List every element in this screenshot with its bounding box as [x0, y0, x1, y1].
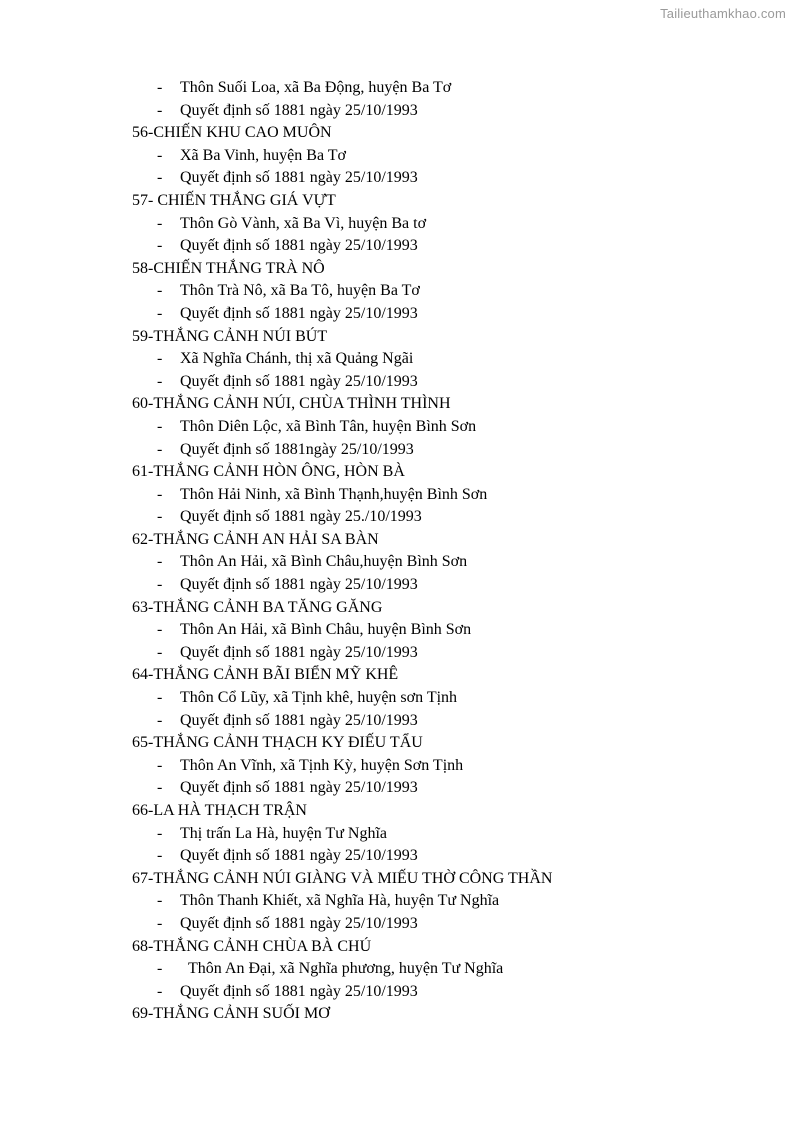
list-item-text: Quyết định số 1881 ngày 25/10/1993 [180, 914, 418, 932]
section-heading: 61-THẮNG CẢNH HÒN ÔNG, HÒN BÀ [132, 463, 405, 481]
bullet-dash: - [157, 237, 163, 255]
section-heading: 64-THẮNG CẢNH BÃI BIỂN MỸ KHÊ [132, 666, 399, 684]
bullet-dash: - [157, 440, 163, 458]
list-item [0, 845, 794, 868]
list-item-text: Thôn Gò Vành, xã Ba Vì, huyện Ba tơ [180, 214, 427, 232]
section-heading: 65-THẮNG CẢNH THẠCH KY ĐIẾU TẨU [132, 734, 423, 752]
list-item-text: Thôn Hải Ninh, xã Bình Thạnh,huyện Bình Sơn [180, 485, 488, 503]
list-item-text: Quyết định số 1881 ngày 25/10/1993 [180, 304, 418, 322]
list-item [0, 574, 794, 597]
list-item [0, 303, 794, 326]
list-item [0, 484, 794, 507]
bullet-dash: - [157, 350, 163, 368]
list-item [0, 439, 794, 462]
bullet-dash: - [157, 689, 163, 707]
section-heading: 69-THẮNG CẢNH SUỐI MƠ [132, 1005, 330, 1023]
bullet-dash: - [157, 282, 163, 300]
section-heading: 63-THẮNG CẢNH BA TĂNG GĂNG [132, 598, 383, 616]
list-item-text: Xã Ba Vinh, huyện Ba Tơ [180, 146, 346, 164]
bullet-dash: - [157, 79, 163, 96]
section-heading: 60-THẮNG CẢNH NÚI, CHÙA THÌNH THÌNH [132, 395, 451, 413]
section-heading: 67-THẮNG CẢNH NÚI GIÀNG VÀ MIẾU THỜ CÔNG THẦN [132, 869, 553, 887]
list-item-text: Quyết định số 1881 ngày 25/10/1993 [180, 372, 418, 390]
bullet-dash: - [157, 372, 163, 390]
list-item-text: Quyết định số 1881 ngày 25/10/1993 [180, 982, 418, 1000]
list-item [0, 642, 794, 665]
list-item [0, 167, 794, 190]
list-item-text: Quyết định số 1881 ngày 25/10/1993 [180, 711, 418, 729]
bullet-dash: - [157, 621, 163, 639]
watermark-text: Tailieuthamkhao.com [660, 6, 786, 21]
section-heading: 68-THẮNG CẢNH CHÙA BÀ CHÚ [132, 937, 372, 955]
section-heading: 58-CHIẾN THẮNG TRÀ NÔ [132, 259, 325, 277]
bullet-dash: - [157, 960, 163, 978]
bullet-dash: - [157, 756, 163, 774]
list-item [0, 551, 794, 574]
bullet-dash: - [157, 847, 163, 865]
document-body [0, 77, 794, 1026]
list-item [0, 710, 794, 733]
list-item-text: Quyết định số 1881 ngày 25/10/1993 [180, 643, 418, 661]
list-item-text: Quyết định số 1881 ngày 25/10/1993 [180, 101, 418, 119]
list-item [0, 687, 794, 710]
list-item-text: Thôn Thanh Khiết, xã Nghĩa Hà, huyện Tư Nghĩa [180, 892, 500, 910]
bullet-dash: - [157, 214, 163, 232]
list-item-text: Thị trấn La Hà, huyện Tư Nghĩa [180, 824, 387, 842]
bullet-dash: - [157, 508, 163, 526]
list-item-text: Quyết định số 1881 ngày 25/10/1993 [180, 169, 418, 187]
list-item-text: Thôn An Hải, xã Bình Châu,huyện Bình Sơn [180, 553, 468, 571]
list-item [0, 755, 794, 778]
list-item-text: Thôn Cổ Lũy, xã Tịnh khê, huyện sơn Tịnh [180, 689, 458, 707]
list-item-text: Thôn Trà Nô, xã Ba Tô, huyện Ba Tơ [180, 282, 420, 300]
section-heading: 59-THẮNG CẢNH NÚI BÚT [132, 327, 328, 345]
list-item [0, 416, 794, 439]
bullet-dash: - [157, 304, 163, 322]
bullet-dash: - [157, 914, 163, 932]
bullet-dash: - [157, 169, 163, 187]
list-item [0, 913, 794, 936]
list-item-text: Quyết định số 1881 ngày 25/10/1993 [180, 847, 418, 865]
section-heading: 57- CHIẾN THẮNG GIÁ VỰT [132, 191, 336, 209]
list-item-text: Quyết định số 1881ngày 25/10/1993 [180, 440, 414, 458]
list-item [0, 213, 794, 236]
list-item [0, 371, 794, 394]
list-item [0, 890, 794, 913]
list-item [0, 100, 794, 123]
bullet-dash: - [157, 779, 163, 797]
bullet-dash: - [157, 643, 163, 661]
list-item-text: Thôn Suối Loa, xã Ba Động, huyện Ba Tơ [180, 79, 452, 96]
bullet-dash: - [157, 892, 163, 910]
bullet-dash: - [157, 101, 163, 119]
bullet-dash: - [157, 576, 163, 594]
list-item-text: Xã Nghĩa Chánh, thị xã Quảng Ngãi [180, 350, 414, 368]
list-item [0, 619, 794, 642]
list-item [0, 823, 794, 846]
list-item [0, 777, 794, 800]
section-heading: 56-CHIẾN KHU CAO MUÔN [132, 124, 332, 142]
list-item-text: Quyết định số 1881 ngày 25/10/1993 [180, 237, 418, 255]
bullet-dash: - [157, 824, 163, 842]
list-item [0, 958, 794, 981]
list-item [0, 235, 794, 258]
bullet-dash: - [157, 982, 163, 1000]
bullet-dash: - [157, 146, 163, 164]
list-item-text: Thôn An Vĩnh, xã Tịnh Kỳ, huyện Sơn Tịnh [180, 756, 464, 774]
list-item-text: Quyết định số 1881 ngày 25/10/1993 [180, 779, 418, 797]
list-item [0, 77, 794, 100]
bullet-dash: - [157, 417, 163, 435]
list-item-text: Thôn Diên Lộc, xã Bình Tân, huyện Bình Sơn [180, 417, 477, 435]
section-heading: 66-LA HÀ THẠCH TRẬN [132, 802, 307, 819]
section-heading: 62-THẮNG CẢNH AN HẢI SA BÀN [132, 530, 379, 548]
bullet-dash: - [157, 711, 163, 729]
list-item-text: Thôn An Đại, xã Nghĩa phương, huyện Tư Nghĩa [188, 960, 504, 978]
list-item [0, 280, 794, 303]
bullet-dash: - [157, 485, 163, 503]
list-item-text: Thôn An Hải, xã Bình Châu, huyện Bình Sơn [180, 621, 472, 639]
list-item [0, 348, 794, 371]
list-item-text: Quyết định số 1881 ngày 25/10/1993 [180, 576, 418, 594]
list-item [0, 145, 794, 168]
list-item-text: Quyết định số 1881 ngày 25./10/1993 [180, 508, 422, 526]
bullet-dash: - [157, 553, 163, 571]
list-item [0, 981, 794, 1004]
list-item [0, 506, 794, 529]
